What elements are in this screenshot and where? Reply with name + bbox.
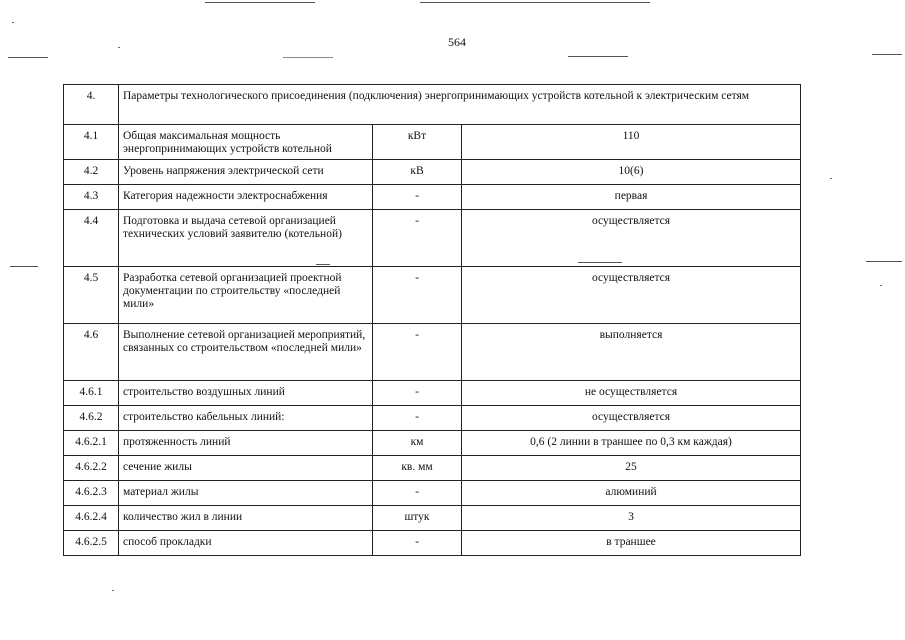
row-unit: кВт bbox=[373, 125, 462, 160]
parameters-table bbox=[63, 84, 801, 556]
row-number: 4.5 bbox=[64, 267, 119, 324]
row-parameter: способ прокладки bbox=[119, 531, 373, 556]
scan-line-side-right bbox=[866, 261, 902, 262]
row-number: 4.6.2.4 bbox=[64, 506, 119, 531]
row-unit: - bbox=[373, 531, 462, 556]
row-parameter: Разработка сетевой организацией проектной документации по строительству «последней мили» bbox=[119, 267, 373, 324]
table-row bbox=[64, 431, 801, 456]
row-unit: - bbox=[373, 381, 462, 406]
row-number: 4.6.2 bbox=[64, 406, 119, 431]
row-number: 4.3 bbox=[64, 185, 119, 210]
table-row bbox=[64, 506, 801, 531]
row-value: 10(6) bbox=[462, 160, 801, 185]
row-value: алюминий bbox=[462, 481, 801, 506]
row-unit: - bbox=[373, 210, 462, 267]
row-value: 3 bbox=[462, 506, 801, 531]
section-title: Параметры технологического присоединения (подключения) энергопринимающих устройств котельной к электрическим сетям bbox=[119, 85, 801, 125]
row-unit: кв. мм bbox=[373, 456, 462, 481]
row-unit: км bbox=[373, 431, 462, 456]
row-number: 4.6.2.3 bbox=[64, 481, 119, 506]
row-number: 4.6.1 bbox=[64, 381, 119, 406]
row-unit: - bbox=[373, 267, 462, 324]
row-parameter: протяженность линий bbox=[119, 431, 373, 456]
row-value: осуществляется bbox=[462, 267, 801, 324]
scan-dot bbox=[12, 22, 14, 23]
row-value: 0,6 (2 линии в траншее по 0,3 км каждая) bbox=[462, 431, 801, 456]
row-unit: - bbox=[373, 481, 462, 506]
scan-line-right bbox=[872, 54, 902, 55]
row-unit: кВ bbox=[373, 160, 462, 185]
scan-dot bbox=[118, 47, 120, 48]
page-number: 564 bbox=[448, 35, 466, 49]
scan-dot bbox=[880, 285, 882, 286]
row-unit: - bbox=[373, 185, 462, 210]
scan-dot bbox=[112, 590, 114, 591]
row-value: осуществляется bbox=[462, 210, 801, 267]
section-number: 4. bbox=[64, 85, 119, 125]
row-value: в траншее bbox=[462, 531, 801, 556]
row-parameter: сечение жилы bbox=[119, 456, 373, 481]
row-parameter: Общая максимальная мощность энергопринимающих устройств котельной bbox=[119, 125, 373, 160]
row-value: 25 bbox=[462, 456, 801, 481]
scan-line-top bbox=[205, 2, 315, 3]
scan-line-mid-left bbox=[283, 57, 333, 58]
row-unit: - bbox=[373, 324, 462, 381]
table-row bbox=[64, 210, 801, 267]
scan-line-side-left bbox=[10, 266, 38, 267]
row-unit: штук bbox=[373, 506, 462, 531]
scan-line-top-right bbox=[420, 2, 650, 3]
row-value: выполняется bbox=[462, 324, 801, 381]
table-row bbox=[64, 456, 801, 481]
table-row bbox=[64, 324, 801, 381]
row-parameter: материал жилы bbox=[119, 481, 373, 506]
row-number: 4.6.2.1 bbox=[64, 431, 119, 456]
row-parameter: строительство кабельных линий: bbox=[119, 406, 373, 431]
row-number: 4.6.2.5 bbox=[64, 531, 119, 556]
row-parameter: Уровень напряжения электрической сети bbox=[119, 160, 373, 185]
row-number: 4.1 bbox=[64, 125, 119, 160]
table-row bbox=[64, 481, 801, 506]
row-parameter: Категория надежности электроснабжения bbox=[119, 185, 373, 210]
table-row bbox=[64, 406, 801, 431]
table-row bbox=[64, 125, 801, 160]
row-value: осуществляется bbox=[462, 406, 801, 431]
row-number: 4.2 bbox=[64, 160, 119, 185]
row-number: 4.6.2.2 bbox=[64, 456, 119, 481]
row-unit: - bbox=[373, 406, 462, 431]
row-number: 4.6 bbox=[64, 324, 119, 381]
row-parameter: Подготовка и выдача сетевой организацией технических условий заявителю (котельной) bbox=[119, 210, 373, 267]
table-row bbox=[64, 185, 801, 210]
table-row bbox=[64, 160, 801, 185]
row-value: первая bbox=[462, 185, 801, 210]
scan-line-left bbox=[8, 57, 48, 58]
table-row bbox=[64, 381, 801, 406]
section-header-row bbox=[64, 85, 801, 125]
row-parameter: количество жил в линии bbox=[119, 506, 373, 531]
row-number: 4.4 bbox=[64, 210, 119, 267]
table-row bbox=[64, 531, 801, 556]
scan-dot bbox=[830, 178, 832, 179]
row-value: 110 bbox=[462, 125, 801, 160]
table-row bbox=[64, 267, 801, 324]
scan-line-mid-right bbox=[568, 56, 628, 57]
row-value: не осуществляется bbox=[462, 381, 801, 406]
row-parameter: строительство воздушных линий bbox=[119, 381, 373, 406]
row-parameter: Выполнение сетевой организацией мероприятий, связанных со строительством «последней мили» bbox=[119, 324, 373, 381]
